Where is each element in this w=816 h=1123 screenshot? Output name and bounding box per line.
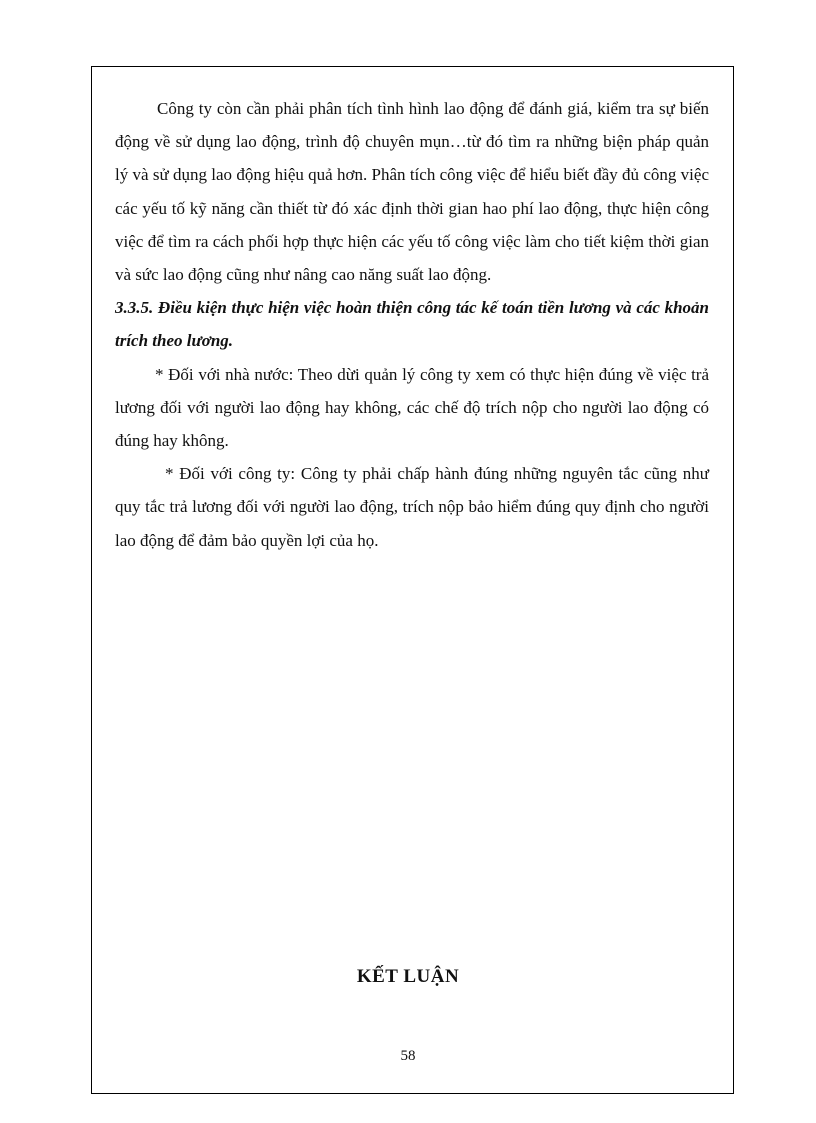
- paragraph-company: * Đối với công ty: Công ty phải chấp hành đúng những nguyên tắc cũng như quy tắc trả lương đối với người lao động, trích nộp bảo hiểm đúng quy định cho người lao động để đảm bảo quyền lợi của họ.: [115, 464, 709, 550]
- document-body: [115, 92, 709, 557]
- page-number: 58: [400, 1048, 416, 1064]
- paragraph-state: * Đối với nhà nước: Theo dừi quản lý công ty xem có thực hiện đúng về việc trả lương đối với người lao động hay không, các chế độ trích nộp cho người lao động có đúng hay không.: [115, 364, 709, 451]
- conclusion-title: KẾT LUẬN: [356, 966, 460, 987]
- paragraph-labor-analysis: Công ty còn cần phải phân tích tình hình lao động để đánh giá, kiểm tra sự biến động về sử dụng lao động, trình độ chuyên mụn…từ đó tìm ra những biện pháp quản lý và sử dụng lao động hiệu quả hơn. Phân tích công việc để hiểu biết đầy đủ công việc các yếu tố kỹ năng cần thiết từ đó xác định thời gian hao phí lao động, thực hiện công việc để tìm ra cách phối hợp thực hiện các yếu tố công việc làm cho tiết kiệm thời gian và sức lao động cũng như nâng cao năng suất lao động.: [115, 99, 709, 285]
- section-heading: 3.3.5. Điều kiện thực hiện việc hoàn thiện công tác kế toán tiền lương và các khoản trích theo lương.: [115, 298, 709, 351]
